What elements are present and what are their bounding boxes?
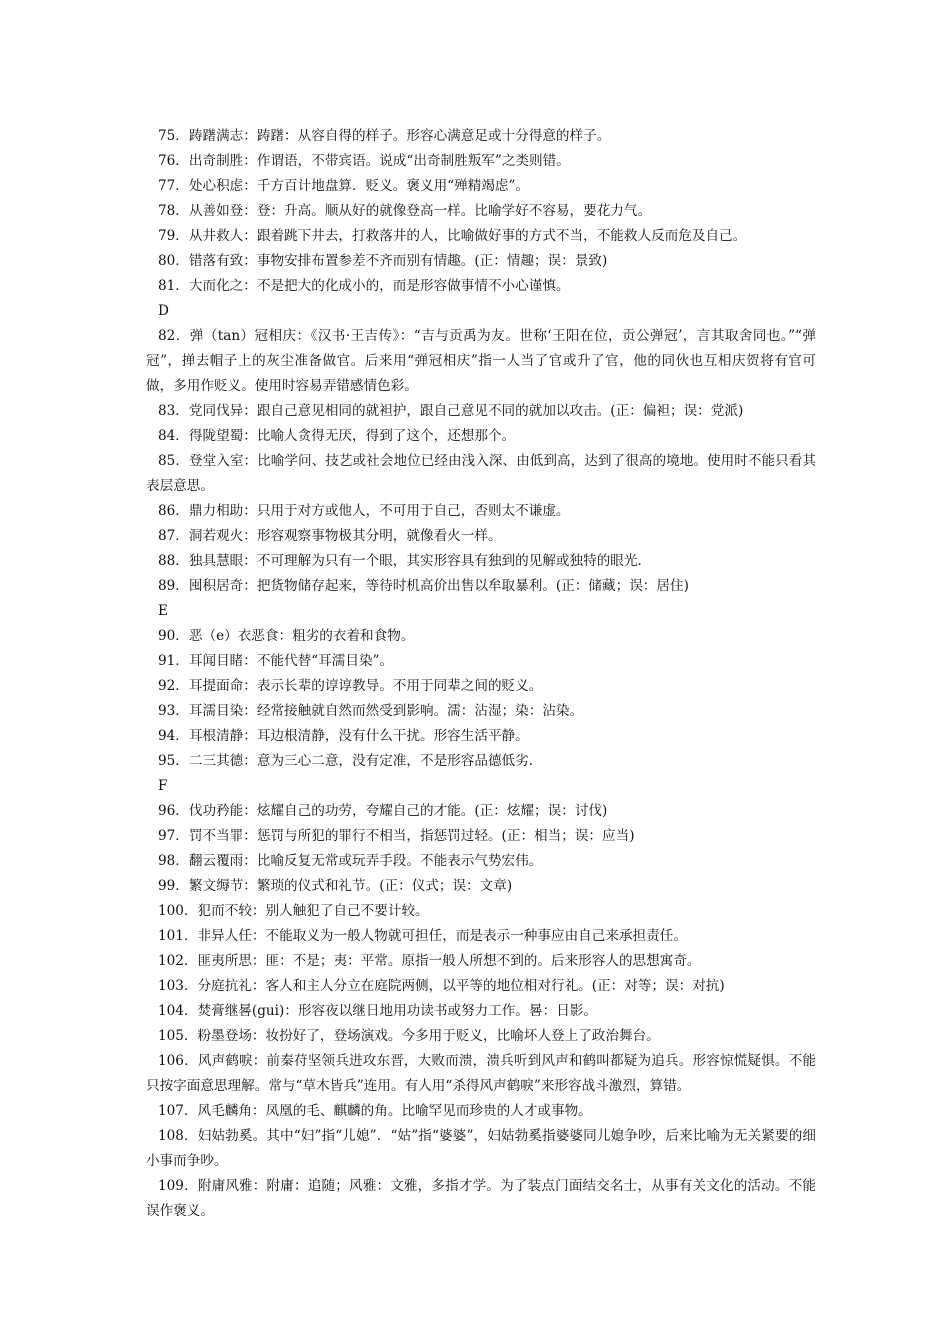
entry-109: 109．附庸风雅：附庸：追随；风雅：文雅，多指才学。为了装点门面结交名士，从事有关文化的活动。不能误作褒义。 <box>146 1178 816 1219</box>
entry-75: 75．踌躇满志：踌躇：从容自得的样子。形容心满意足或十分得意的样子。 <box>158 128 611 144</box>
entry-93: 93．耳濡目染：经常接触就自然而然受到影响。濡：沾湿；染：沾染。 <box>158 703 584 719</box>
entry-80: 80．错落有致：事物安排布置参差不齐而别有情趣。(正：情趣；误：景致) <box>158 253 608 269</box>
entry-76: 76．出奇制胜：作谓语，不带宾语。说成“出奇制胜叛军”之类则错。 <box>158 153 570 169</box>
entry-94: 94．耳根清静：耳边根清静，没有什么干扰。形容生活平静。 <box>158 728 529 744</box>
entry-84: 84．得陇望蜀：比喻人贪得无厌，得到了这个，还想那个。 <box>158 428 516 444</box>
entry-79: 79．从井救人：跟着跳下井去，打救落井的人，比喻做好事的方式不当，不能救人反而危及自己。 <box>158 228 747 244</box>
entry-103: 103．分庭抗礼：客人和主人分立在庭院两侧，以平等的地位相对行礼。(正：对等；误：对抗) <box>158 978 725 994</box>
section-letter-d: D <box>158 303 169 319</box>
entry-104: 104．焚膏继晷(gui)：形容夜以继日地用功读书或努力工作。晷：日影。 <box>158 1003 597 1019</box>
section-letter-f: F <box>158 778 168 794</box>
entry-98: 98．翻云覆雨：比喻反复无常或玩弄手段。不能表示气势宏伟。 <box>158 853 543 869</box>
entry-86: 86．鼎力相助：只用于对方或他人，不可用于自己，否则太不谦虚。 <box>158 503 570 519</box>
entry-89: 89．囤积居奇：把货物储存起来，等待时机高价出售以牟取暴利。(正：储藏；误：居住) <box>158 578 689 594</box>
entry-102: 102．匪夷所思：匪：不是；夷：平常。原指一般人所想不到的。后来形容人的思想寓奇。 <box>158 953 701 969</box>
entry-90: 90．恶（e）衣恶食：粗劣的衣着和食物。 <box>158 628 415 644</box>
entry-87: 87．洞若观火：形容观察事物极其分明，就像看火一样。 <box>158 528 502 544</box>
entry-88: 88．独具慧眼：不可理解为只有一个眼，其实形容具有独到的见解或独特的眼光． <box>158 553 652 569</box>
entry-97: 97．罚不当罪：惩罚与所犯的罪行不相当，指惩罚过轻。(正：相当；误：应当) <box>158 828 635 844</box>
entry-101: 101．非异人任：不能取义为一般人物就可担任，而是表示一种事应由自己来承担责任。 <box>158 928 687 944</box>
entry-96: 96．伐功矜能：炫耀自己的功劳，夸耀自己的才能。(正：炫耀；误：讨伐) <box>158 803 608 819</box>
entry-77: 77．处心积虑：千方百计地盘算．贬义。褒义用“殚精竭虑”。 <box>158 178 530 194</box>
entry-83: 83．党同伐异：跟自己意见相同的就袒护，跟自己意见不同的就加以攻击。(正：偏袒；误：党派) <box>158 403 744 419</box>
entry-100: 100．犯而不较：别人触犯了自己不要计较。 <box>158 903 429 919</box>
entry-95: 95．二三其德：意为三心二意，没有定准，不是形容品德低劣． <box>158 753 543 769</box>
entry-85: 85．登堂入室：比喻学问、技艺或社会地位已经由浅入深、由低到高，达到了很高的境地。使用时不能只看其表层意思。 <box>146 453 816 494</box>
entry-92: 92．耳提面命：表示长辈的谆谆教导。不用于同辈之间的贬义。 <box>158 678 543 694</box>
entry-78: 78．从善如登：登：升高。顺从好的就像登高一样。比喻学好不容易，要花力气。 <box>158 203 652 219</box>
entry-105: 105．粉墨登场：妆扮好了，登场演戏。今多用于贬义，比喻坏人登上了政治舞台。 <box>158 1028 660 1044</box>
entry-108: 108．妇姑勃奚。其中“妇”指“儿媳”．“姑”指“婆婆”，妇姑勃奚指婆婆同儿媳争吵，后来比喻为无关紧要的细小事而争吵。 <box>146 1128 816 1169</box>
section-letter-e: E <box>158 603 168 619</box>
entry-91: 91．耳闻目睹：不能代替“耳濡目染”。 <box>158 653 394 669</box>
entry-107: 107．风毛麟角：凤凰的毛、麒麟的角。比喻罕见而珍贵的人才或事物。 <box>158 1103 592 1119</box>
entry-106: 106．风声鹤唳：前秦苻坚领兵进攻东晋，大败而溃，溃兵听到风声和鹤叫都疑为追兵。形容惊慌疑惧。不能只按字面意思理解。常与“草木皆兵”连用。有人用“杀得风声鹤唳”来形容战斗激烈，算错。 <box>146 1053 816 1094</box>
entry-81: 81．大而化之：不是把大的化成小的，而是形容做事情不小心谨慎。 <box>158 278 570 294</box>
entry-99: 99．繁文缛节：繁琐的仪式和礼节。(正：仪式；误：文章) <box>158 878 513 894</box>
entry-82: 82．弹（tan）冠相庆：《汉书·王吉传》：“吉与贡禹为友。世称‘王阳在位，贡公弹冠’，言其取舍同也。”“弹冠”，掸去帽子上的灰尘准备做官。后来用“弹冠相庆”指一人当了官或升了官，他的同伙也互相庆贺将有官可做，多用作贬义。使用时容易弄错感情色彩。 <box>146 328 816 394</box>
document-body <box>146 124 816 1224</box>
